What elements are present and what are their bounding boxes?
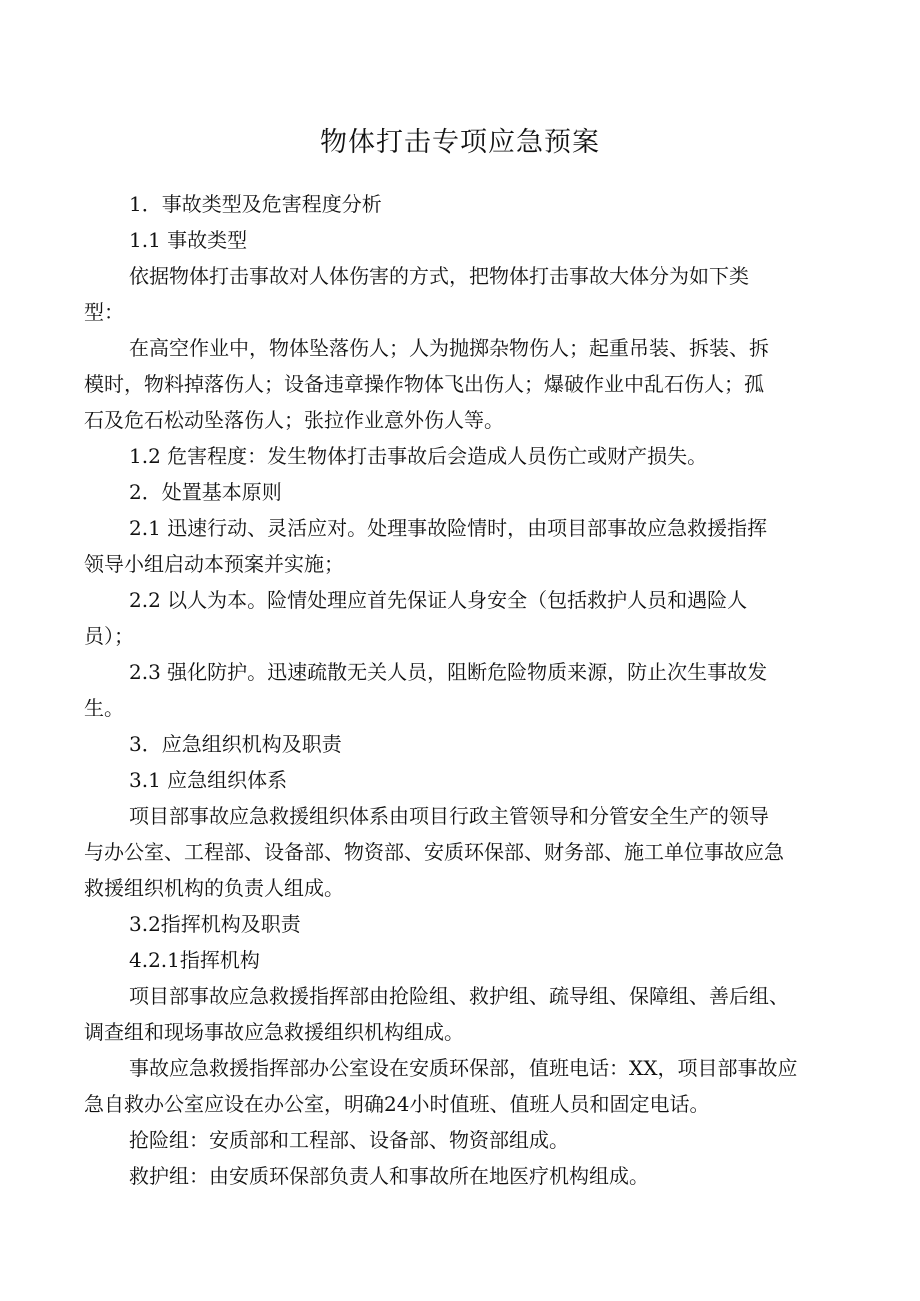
paragraph-line: 急自救办公室应设在办公室，明确24小时值班、值班人员和固定电话。 (84, 1092, 710, 1116)
paragraph-line: 依据物体打击事故对人体伤害的方式，把物体打击事故大体分为如下类 (129, 264, 749, 288)
paragraph-line: 员）； (84, 624, 134, 648)
paragraph-line: 1.2 危害程度：发生物体打击事故后会造成人员伤亡或财产损失。 (129, 444, 708, 468)
paragraph-line: 项目部事故应急救援组织体系由项目行政主管领导和分管安全生产的领导 (129, 804, 769, 828)
paragraph-line: 2.3 强化防护。迅速疏散无关人员，阻断危险物质来源，防止次生事故发 (129, 660, 768, 684)
subsection-heading: 3.1 应急组织体系 (129, 768, 288, 792)
paragraph-line: 2.2 以人为本。险情处理应首先保证人身安全（包括救护人员和遇险人 (129, 588, 748, 612)
paragraph-line: 事故应急救援指挥部办公室设在安质环保部，值班电话：XX，项目部事故应 (129, 1056, 798, 1080)
subsection-heading: 4.2.1指挥机构 (129, 948, 260, 972)
paragraph-line: 模时，物料掉落伤人；设备违章操作物体飞出伤人；爆破作业中乱石伤人；孤 (84, 372, 764, 396)
paragraph-line: 生。 (84, 696, 124, 720)
paragraph-line: 与办公室、工程部、设备部、物资部、安质环保部、财务部、施工单位事故应急 (84, 840, 784, 864)
paragraph-line: 救援组织机构的负责人组成。 (84, 876, 344, 900)
section-heading: 3．应急组织机构及职责 (129, 732, 342, 756)
paragraph-line: 调查组和现场事故应急救援组织机构组成。 (84, 1020, 464, 1044)
paragraph-line: 型： (84, 300, 124, 324)
paragraph-line: 抢险组：安质部和工程部、设备部、物资部组成。 (129, 1128, 569, 1152)
document-body (84, 186, 854, 1194)
document-title: 物体打击专项应急预案 (320, 127, 600, 158)
paragraph-line: 石及危石松动坠落伤人；张拉作业意外伤人等。 (84, 408, 504, 432)
paragraph-line: 领导小组启动本预案并实施； (84, 552, 344, 576)
paragraph-line: 项目部事故应急救援指挥部由抢险组、救护组、疏导组、保障组、善后组、 (129, 984, 789, 1008)
paragraph-line: 在高空作业中，物体坠落伤人；人为抛掷杂物伤人；起重吊装、拆装、拆 (129, 336, 769, 360)
subsection-heading: 3.2指挥机构及职责 (129, 912, 301, 936)
subsection-heading: 1.1 事故类型 (129, 228, 248, 252)
section-heading: 1．事故类型及危害程度分析 (129, 192, 382, 216)
paragraph-line: 2.1 迅速行动、灵活应对。处理事故险情时，由项目部事故应急救援指挥 (129, 516, 768, 540)
paragraph-line: 救护组：由安质环保部负责人和事故所在地医疗机构组成。 (129, 1164, 649, 1188)
section-heading: 2．处置基本原则 (129, 480, 282, 504)
